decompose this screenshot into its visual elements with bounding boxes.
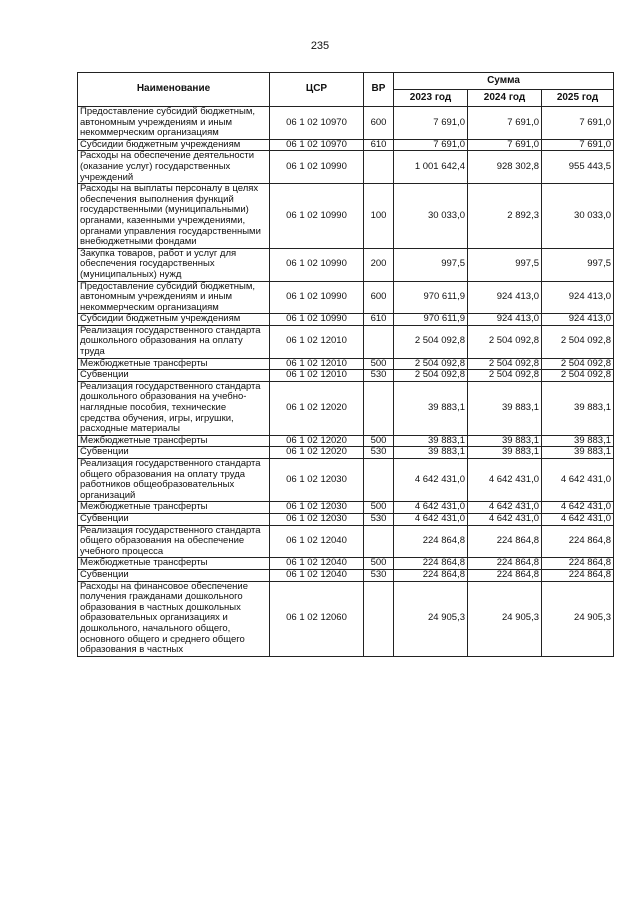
row-vr: 100 [364, 184, 394, 249]
row-value-2024: 4 642 431,0 [468, 513, 542, 525]
table-row [78, 107, 614, 140]
row-value-2025: 924 413,0 [542, 314, 614, 326]
row-vr: 500 [364, 502, 394, 514]
header-csr: ЦСР [270, 73, 364, 107]
row-value-2025: 224 864,8 [542, 525, 614, 558]
table-body [78, 107, 614, 657]
row-vr [364, 459, 394, 502]
row-value-2025: 224 864,8 [542, 558, 614, 570]
row-value-2025: 39 883,1 [542, 435, 614, 447]
row-value-2025: 4 642 431,0 [542, 513, 614, 525]
table-row [78, 502, 614, 514]
row-value-2023: 39 883,1 [394, 381, 468, 435]
row-csr: 06 1 02 12030 [270, 513, 364, 525]
row-value-2024: 224 864,8 [468, 525, 542, 558]
row-value-2023: 2 504 092,8 [394, 358, 468, 370]
row-vr [364, 381, 394, 435]
header-sum: Сумма [394, 73, 614, 90]
row-csr: 06 1 02 10990 [270, 184, 364, 249]
row-vr: 500 [364, 358, 394, 370]
row-value-2024: 7 691,0 [468, 107, 542, 140]
header-vr: ВР [364, 73, 394, 107]
row-name: Межбюджетные трансферты [78, 502, 270, 514]
table-row [78, 248, 614, 281]
header-year-2024: 2024 год [468, 90, 542, 107]
row-value-2023: 224 864,8 [394, 525, 468, 558]
row-name: Расходы на выплаты персоналу в целях обеспечения выполнения функций государственными (муниципальными) органами, казенными учреждениями, органами управления государственными внебюджетными фондами [78, 184, 270, 249]
row-csr: 06 1 02 12010 [270, 358, 364, 370]
row-vr: 600 [364, 107, 394, 140]
row-value-2025: 4 642 431,0 [542, 502, 614, 514]
row-name: Реализация государственного стандарта общего образования на оплату труда работников общеобразовательных организаций [78, 459, 270, 502]
row-name: Закупка товаров, работ и услуг для обеспечения государственных (муниципальных) нужд [78, 248, 270, 281]
table-row [78, 314, 614, 326]
row-name: Субвенции [78, 447, 270, 459]
row-value-2025: 955 443,5 [542, 151, 614, 184]
row-name: Субсидии бюджетным учреждениям [78, 139, 270, 151]
table-row [78, 358, 614, 370]
row-name: Межбюджетные трансферты [78, 435, 270, 447]
row-value-2023: 7 691,0 [394, 139, 468, 151]
row-name: Предоставление субсидий бюджетным, автономным учреждениям и иным некоммерческим организациям [78, 107, 270, 140]
row-vr: 600 [364, 281, 394, 314]
table-row [78, 139, 614, 151]
row-value-2024: 4 642 431,0 [468, 459, 542, 502]
row-value-2023: 39 883,1 [394, 435, 468, 447]
row-name: Субвенции [78, 370, 270, 382]
row-name: Субсидии бюджетным учреждениям [78, 314, 270, 326]
page-number: 235 [310, 40, 330, 52]
row-value-2024: 39 883,1 [468, 447, 542, 459]
row-value-2023: 39 883,1 [394, 447, 468, 459]
row-value-2023: 4 642 431,0 [394, 513, 468, 525]
row-name: Расходы на финансовое обеспечение получения гражданами дошкольного образования в частных дошкольных образовательных организациях и дошкольного, начального общего, основного общего и среднего общего образования в частных [78, 581, 270, 656]
table-row [78, 558, 614, 570]
row-value-2024: 24 905,3 [468, 581, 542, 656]
row-value-2023: 224 864,8 [394, 558, 468, 570]
row-value-2024: 924 413,0 [468, 281, 542, 314]
row-csr: 06 1 02 12030 [270, 502, 364, 514]
row-csr: 06 1 02 12020 [270, 435, 364, 447]
table-row [78, 459, 614, 502]
table-row [78, 513, 614, 525]
row-value-2025: 924 413,0 [542, 281, 614, 314]
row-value-2023: 970 611,9 [394, 281, 468, 314]
table-row [78, 581, 614, 656]
row-vr: 500 [364, 435, 394, 447]
row-value-2025: 30 033,0 [542, 184, 614, 249]
row-vr [364, 151, 394, 184]
table-row [78, 325, 614, 358]
row-name: Расходы на обеспечение деятельности (оказание услуг) государственных учреждений [78, 151, 270, 184]
row-value-2024: 39 883,1 [468, 435, 542, 447]
row-value-2024: 39 883,1 [468, 381, 542, 435]
row-name: Реализация государственного стандарта дошкольного образования на оплату труда [78, 325, 270, 358]
row-name: Реализация государственного стандарта общего образования на обеспечение учебного процесса [78, 525, 270, 558]
row-value-2025: 224 864,8 [542, 569, 614, 581]
row-csr: 06 1 02 10990 [270, 151, 364, 184]
row-csr: 06 1 02 12030 [270, 459, 364, 502]
row-vr [364, 581, 394, 656]
row-vr: 530 [364, 370, 394, 382]
row-name: Предоставление субсидий бюджетным, автономным учреждениям и иным некоммерческим организациям [78, 281, 270, 314]
row-csr: 06 1 02 10990 [270, 281, 364, 314]
row-csr: 06 1 02 10970 [270, 139, 364, 151]
row-value-2023: 2 504 092,8 [394, 370, 468, 382]
row-csr: 06 1 02 12040 [270, 558, 364, 570]
row-value-2024: 2 504 092,8 [468, 370, 542, 382]
row-csr: 06 1 02 12020 [270, 381, 364, 435]
row-value-2024: 2 892,3 [468, 184, 542, 249]
row-value-2024: 997,5 [468, 248, 542, 281]
row-value-2025: 2 504 092,8 [542, 370, 614, 382]
row-value-2023: 30 033,0 [394, 184, 468, 249]
row-value-2024: 7 691,0 [468, 139, 542, 151]
row-vr: 610 [364, 139, 394, 151]
row-value-2025: 7 691,0 [542, 107, 614, 140]
row-value-2023: 997,5 [394, 248, 468, 281]
row-value-2024: 2 504 092,8 [468, 325, 542, 358]
row-value-2024: 2 504 092,8 [468, 358, 542, 370]
row-value-2025: 2 504 092,8 [542, 358, 614, 370]
table-row [78, 281, 614, 314]
row-value-2023: 1 001 642,4 [394, 151, 468, 184]
row-vr: 530 [364, 569, 394, 581]
table-row [78, 184, 614, 249]
table-row [78, 151, 614, 184]
row-csr: 06 1 02 10970 [270, 107, 364, 140]
row-csr: 06 1 02 10990 [270, 314, 364, 326]
row-value-2023: 24 905,3 [394, 581, 468, 656]
row-value-2025: 997,5 [542, 248, 614, 281]
row-name: Субвенции [78, 513, 270, 525]
row-value-2023: 2 504 092,8 [394, 325, 468, 358]
row-csr: 06 1 02 10990 [270, 248, 364, 281]
row-value-2025: 4 642 431,0 [542, 459, 614, 502]
row-name: Межбюджетные трансферты [78, 358, 270, 370]
row-vr: 610 [364, 314, 394, 326]
row-csr: 06 1 02 12040 [270, 569, 364, 581]
row-value-2025: 7 691,0 [542, 139, 614, 151]
row-value-2025: 39 883,1 [542, 447, 614, 459]
table-row [78, 569, 614, 581]
row-value-2023: 7 691,0 [394, 107, 468, 140]
header-year-2023: 2023 год [394, 90, 468, 107]
row-csr: 06 1 02 12040 [270, 525, 364, 558]
table-row [78, 435, 614, 447]
row-name: Реализация государственного стандарта дошкольного образования на учебно-наглядные пособия, технические средства обучения, игры, игрушки, расходные материалы [78, 381, 270, 435]
row-value-2023: 970 611,9 [394, 314, 468, 326]
row-value-2024: 224 864,8 [468, 569, 542, 581]
row-vr: 200 [364, 248, 394, 281]
row-vr [364, 525, 394, 558]
row-name: Субвенции [78, 569, 270, 581]
row-value-2025: 2 504 092,8 [542, 325, 614, 358]
row-value-2024: 924 413,0 [468, 314, 542, 326]
row-csr: 06 1 02 12020 [270, 447, 364, 459]
table-row [78, 381, 614, 435]
row-vr: 530 [364, 447, 394, 459]
row-value-2023: 4 642 431,0 [394, 459, 468, 502]
row-value-2023: 224 864,8 [394, 569, 468, 581]
table-row [78, 370, 614, 382]
row-name: Межбюджетные трансферты [78, 558, 270, 570]
row-vr: 500 [364, 558, 394, 570]
budget-table [77, 72, 614, 657]
row-vr [364, 325, 394, 358]
row-value-2025: 24 905,3 [542, 581, 614, 656]
header-year-2025: 2025 год [542, 90, 614, 107]
row-csr: 06 1 02 12060 [270, 581, 364, 656]
row-value-2024: 4 642 431,0 [468, 502, 542, 514]
row-value-2025: 39 883,1 [542, 381, 614, 435]
row-vr: 530 [364, 513, 394, 525]
row-value-2024: 224 864,8 [468, 558, 542, 570]
row-csr: 06 1 02 12010 [270, 370, 364, 382]
header-name: Наименование [78, 73, 270, 107]
table-row [78, 447, 614, 459]
row-csr: 06 1 02 12010 [270, 325, 364, 358]
row-value-2023: 4 642 431,0 [394, 502, 468, 514]
row-value-2024: 928 302,8 [468, 151, 542, 184]
table-row [78, 525, 614, 558]
